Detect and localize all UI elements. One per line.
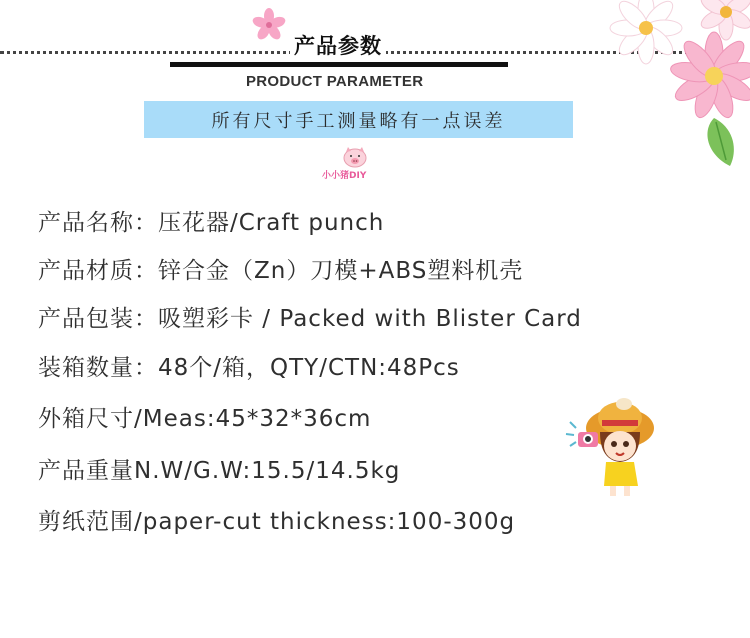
param-row: 产品材质：锌合金（Zn）刀模+ABS塑料机壳 — [38, 258, 524, 284]
flower-decoration — [606, 0, 750, 170]
param-row: 产品重量N.W/G.W:15.5/14.5kg — [38, 458, 401, 484]
pig-logo-icon — [322, 146, 394, 170]
girl-illustration — [558, 388, 662, 500]
param-row: 剪纸范围/paper-cut thickness:100-300g — [38, 509, 516, 535]
param-row: 产品名称：压花器/Craft punch — [38, 210, 385, 236]
param-row: 装箱数量：48个/箱，QTY/CTN:48Pcs — [38, 355, 460, 381]
title-underline — [170, 62, 508, 67]
measurement-notice — [144, 101, 573, 138]
page-subtitle: PRODUCT PARAMETER — [246, 73, 424, 90]
brand-logo — [322, 146, 394, 182]
sakura-icon — [252, 8, 286, 42]
param-row: 外箱尺寸/Meas:45*32*36cm — [38, 406, 372, 432]
logo-text: 小小猪DIY — [322, 171, 367, 181]
param-row: 产品包装：吸塑彩卡 / Packed with Blister Card — [38, 306, 582, 332]
notice-text: 所有尺寸手工测量略有一点误差 — [211, 110, 506, 132]
page-title: 产品参数 — [290, 30, 386, 60]
